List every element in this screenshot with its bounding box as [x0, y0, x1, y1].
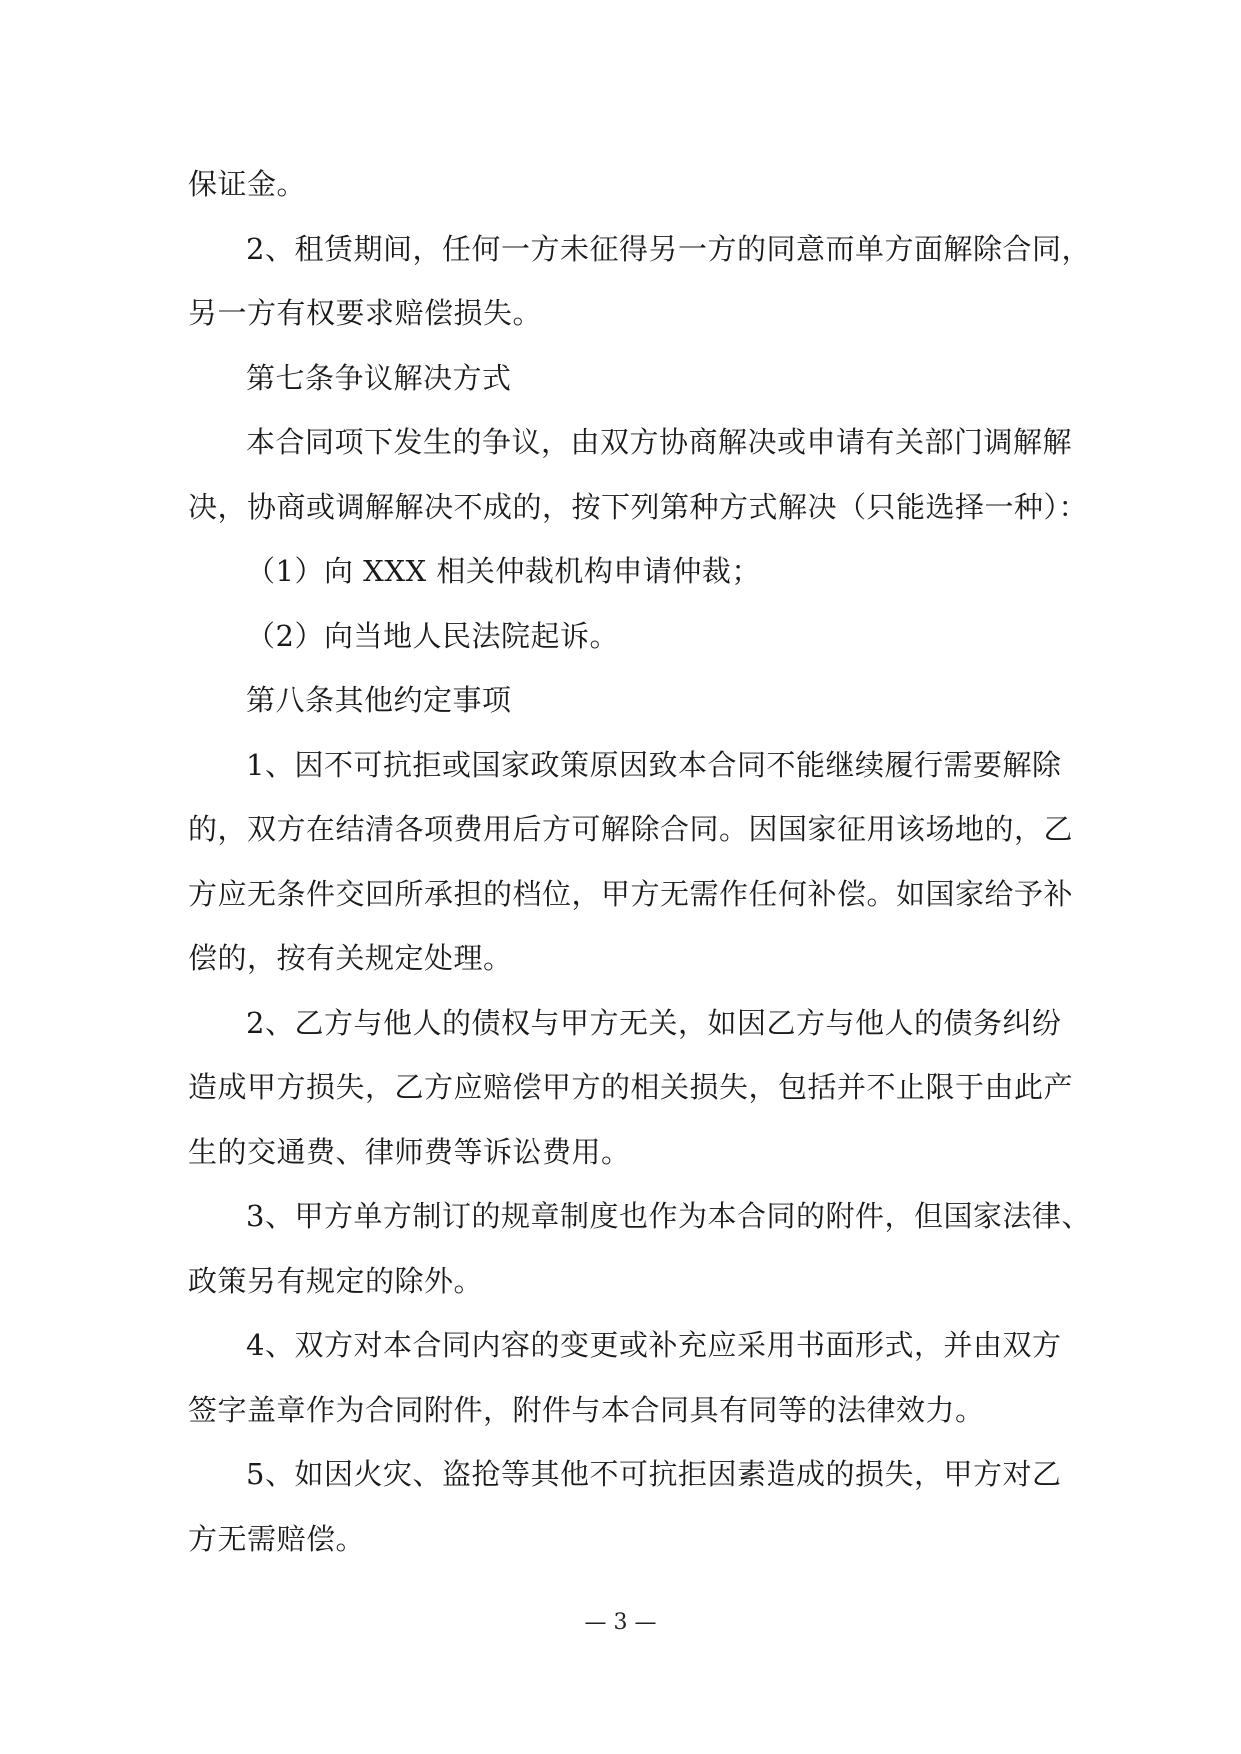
list-item: （1）向 XXX 相关仲裁机构申请仲裁； [246, 554, 761, 588]
text-line: 2、租赁期间，任何一方未征得另一方的同意而单方面解除合同， [246, 231, 1091, 266]
text-line: 生的交通费、律师费等诉讼费用。 [188, 1134, 631, 1169]
text-line: 本合同项下发生的争议，由双方协商解决或申请有关部门调解解 [246, 425, 1073, 459]
text-line: 政策另有规定的除外。 [188, 1263, 484, 1298]
text-line: 偿的，按有关规定处理。 [188, 941, 513, 975]
text-line: 3、甲方单方制订的规章制度也作为本合同的附件，但国家法律、 [246, 1199, 1091, 1233]
page-number: — 3 — [584, 1610, 657, 1635]
text-line: 造成甲方损失，乙方应赔偿甲方的相关损失，包括并不止限于由此产 [188, 1070, 1074, 1104]
text-line: 的，双方在结清各项费用后方可解除合同。因国家征用该场地的，乙 [188, 812, 1074, 846]
text-line: 方无需赔偿。 [188, 1521, 366, 1556]
text-line: 决，协商或调解解决不成的，按下列第种方式解决（只能选择一种）： [188, 489, 1089, 524]
document-body [188, 152, 1091, 1571]
text-line: 1、因不可抗拒或国家政策原因致本合同不能继续履行需要解除 [246, 747, 1062, 782]
text-line: 5、如因火灾、盗抢等其他不可抗拒因素造成的损失，甲方对乙 [246, 1457, 1062, 1491]
list-item: （2）向当地人民法院起诉。 [246, 618, 619, 653]
text-line: 保证金。 [188, 167, 307, 201]
text-line: 另一方有权要求赔偿损失。 [188, 296, 543, 330]
text-line: 4、双方对本合同内容的变更或补充应采用书面形式，并由双方 [246, 1328, 1062, 1362]
text-line: 2、乙方与他人的债权与甲方无关，如因乙方与他人的债务纠纷 [246, 1005, 1062, 1040]
text-line: 方应无条件交回所承担的档位，甲方无需作任何补偿。如国家给予补 [188, 876, 1074, 911]
section-heading: 第七条争议解决方式 [246, 360, 512, 395]
text-line: 签字盖章作为合同附件，附件与本合同具有同等的法律效力。 [188, 1392, 985, 1427]
section-heading: 第八条其他约定事项 [246, 683, 512, 717]
